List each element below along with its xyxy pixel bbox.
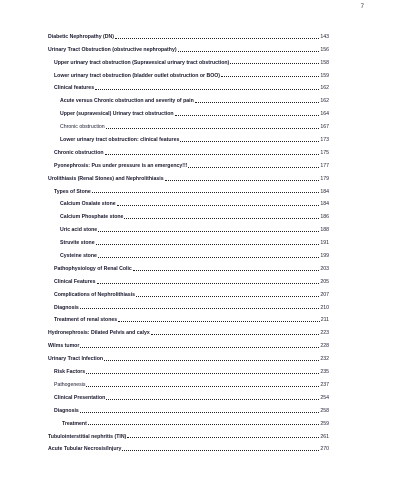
toc-entry-title: Clinical Presentation	[54, 394, 106, 401]
toc-entry[interactable]	[48, 440, 329, 453]
dot-leader	[88, 424, 320, 425]
toc-entry-title: Hydronephrosis: Dilated Pelvis and calyx	[48, 330, 150, 337]
toc-entry[interactable]	[48, 53, 329, 66]
toc-entry[interactable]	[48, 156, 329, 169]
toc-entry-page: 167	[320, 124, 329, 131]
toc-entry-title: Clinical Features	[54, 278, 96, 285]
toc-entry-title: Uric acid stone	[60, 227, 98, 234]
toc-entry-title: Diagnosis	[54, 304, 79, 311]
toc-entry-page: 223	[320, 330, 329, 337]
toc-entry-page: 261	[320, 433, 329, 440]
toc-entry-title: Pathophysiology of Renal Colic	[54, 265, 132, 272]
toc-entry-page: 164	[320, 111, 329, 118]
toc-entry-title: Urinary Tract Infection	[48, 356, 104, 363]
toc-entry-page: 207	[320, 291, 329, 298]
toc-entry-page: 237	[320, 381, 329, 388]
toc-entry[interactable]	[48, 27, 329, 40]
toc-entry-page: 235	[320, 369, 329, 376]
toc-entry-title: Lower urinary tract obstruction (bladder outlet obstruction or BOO)	[54, 72, 221, 79]
toc-entry[interactable]	[48, 401, 329, 414]
dot-leader	[127, 437, 319, 438]
toc-entry-title: Pyonephrosis: Pus under pressure is an emergency!!!	[54, 162, 188, 169]
toc-entry-page: 191	[320, 240, 329, 247]
dot-leader	[115, 38, 319, 39]
toc-entry[interactable]	[48, 104, 329, 117]
toc-entry[interactable]	[48, 298, 329, 311]
toc-entry-title: Calcium Oxalate stone	[60, 201, 116, 208]
table-of-contents	[48, 27, 329, 452]
toc-entry[interactable]	[48, 388, 329, 401]
toc-entry-page: 258	[320, 407, 329, 414]
dot-leader	[180, 141, 319, 142]
dot-leader	[97, 283, 320, 284]
dot-leader	[195, 102, 320, 103]
toc-entry-title: Urolithiasis (Renal Stones) and Nephrolithiasis	[48, 175, 164, 182]
dot-leader	[105, 154, 320, 155]
toc-entry[interactable]	[48, 414, 329, 427]
toc-entry-title: Diagnosis	[54, 407, 79, 414]
dot-leader	[98, 231, 319, 232]
toc-entry-page: 158	[320, 59, 329, 66]
toc-entry-title: Pathogenesis	[54, 381, 86, 388]
toc-entry-title: Clinical features	[54, 85, 95, 92]
dot-leader	[230, 63, 319, 64]
dot-leader	[136, 296, 319, 297]
dot-leader	[106, 128, 320, 129]
toc-entry-title: Chronic obstruction	[60, 124, 105, 131]
toc-entry[interactable]	[48, 375, 329, 388]
toc-entry[interactable]	[48, 311, 329, 324]
toc-entry-title: Urinary Tract Obstruction (obstructive nephropathy)	[48, 46, 177, 53]
toc-entry[interactable]	[48, 207, 329, 220]
toc-entry-page: 259	[320, 420, 329, 427]
toc-entry[interactable]	[48, 336, 329, 349]
dot-leader	[178, 51, 320, 52]
toc-entry[interactable]	[48, 66, 329, 79]
dot-leader	[106, 399, 319, 400]
toc-entry[interactable]	[48, 272, 329, 285]
toc-entry-title: Upper urinary tract obstruction (Supravesical urinary tract obstruction)	[54, 59, 230, 66]
toc-entry[interactable]	[48, 91, 329, 104]
toc-entry[interactable]	[48, 349, 329, 362]
dot-leader	[95, 89, 319, 90]
toc-entry-page: 188	[320, 227, 329, 234]
toc-entry-title: Chronic obstruction	[54, 149, 104, 156]
toc-entry-title: Upper (supravesical) Urinary tract obstruction	[60, 111, 174, 118]
toc-entry-page: 143	[320, 33, 329, 40]
toc-entry-title: Calcium Phosphate stone	[60, 214, 124, 221]
toc-entry-page: 232	[320, 356, 329, 363]
dot-leader	[86, 386, 319, 387]
dot-leader	[117, 205, 320, 206]
toc-entry-title: Tubulointerstitial nephritis (TIN)	[48, 433, 127, 440]
page-number: 7	[360, 4, 364, 10]
toc-entry-title: Treatment	[62, 420, 87, 427]
toc-entry-title: Cysteine stone	[60, 253, 97, 260]
toc-entry[interactable]	[48, 79, 329, 92]
dot-leader	[133, 270, 320, 271]
dot-leader	[80, 347, 319, 348]
toc-entry-title: Acute Tubular Necrosis/Injury	[48, 446, 122, 453]
dot-leader	[118, 321, 320, 322]
toc-entry[interactable]	[48, 130, 329, 143]
dot-leader	[221, 76, 319, 77]
toc-entry-page: 162	[320, 98, 329, 105]
toc-entry[interactable]	[48, 362, 329, 375]
toc-entry-title: Treatment of renal stones	[54, 317, 118, 324]
toc-entry-title: Risk Factors	[54, 369, 86, 376]
toc-entry[interactable]	[48, 220, 329, 233]
dot-leader	[151, 334, 320, 335]
dot-leader	[86, 373, 319, 374]
toc-entry[interactable]	[48, 427, 329, 440]
toc-entry-page: 203	[320, 265, 329, 272]
toc-entry[interactable]	[48, 259, 329, 272]
toc-entry-page: 199	[320, 253, 329, 260]
toc-entry-page: 156	[320, 46, 329, 53]
dot-leader	[104, 360, 319, 361]
toc-entry-page: 210	[320, 304, 329, 311]
dot-leader	[98, 257, 319, 258]
dot-leader	[122, 450, 319, 451]
toc-entry-page: 177	[320, 162, 329, 169]
toc-entry-title: Acute versus Chronic obstruction and severity of pain	[60, 98, 194, 105]
toc-entry[interactable]	[48, 233, 329, 246]
dot-leader	[188, 167, 319, 168]
toc-entry-page: 162	[320, 85, 329, 92]
toc-entry[interactable]	[48, 195, 329, 208]
toc-entry-title: Lower urinary tract obstruction: clinical features	[60, 137, 180, 144]
toc-entry[interactable]	[48, 285, 329, 298]
toc-entry-page: 159	[320, 72, 329, 79]
dot-leader	[124, 218, 319, 219]
toc-entry[interactable]	[48, 169, 329, 182]
toc-entry-title: Diabetic Nephropathy (DN)	[48, 33, 115, 40]
toc-entry-page: 173	[320, 137, 329, 144]
dot-leader	[165, 180, 320, 181]
toc-entry-page: 211	[320, 317, 329, 324]
toc-entry-page: 184	[320, 188, 329, 195]
toc-entry-title: Types of Stone	[54, 188, 91, 195]
toc-entry[interactable]	[48, 143, 329, 156]
dot-leader	[175, 115, 320, 116]
dot-leader	[80, 308, 320, 309]
toc-entry-page: 186	[320, 214, 329, 221]
toc-entry-page: 205	[320, 278, 329, 285]
toc-entry-title: Complications of Nephrolithiasis	[54, 291, 135, 298]
toc-entry-title: Struvite stone	[60, 240, 95, 247]
toc-entry-page: 228	[320, 343, 329, 350]
toc-entry[interactable]	[48, 323, 329, 336]
toc-entry-page: 175	[320, 149, 329, 156]
dot-leader	[80, 412, 320, 413]
toc-entry[interactable]	[48, 40, 329, 53]
toc-entry-page: 270	[320, 446, 329, 453]
toc-entry-page: 184	[320, 201, 329, 208]
toc-entry[interactable]	[48, 117, 329, 130]
toc-entry[interactable]	[48, 246, 329, 259]
toc-entry-title: Wilms tumor	[48, 343, 80, 350]
toc-entry-page: 254	[320, 394, 329, 401]
dot-leader	[92, 192, 320, 193]
toc-entry-page: 179	[320, 175, 329, 182]
dot-leader	[96, 244, 320, 245]
toc-entry[interactable]	[48, 182, 329, 195]
